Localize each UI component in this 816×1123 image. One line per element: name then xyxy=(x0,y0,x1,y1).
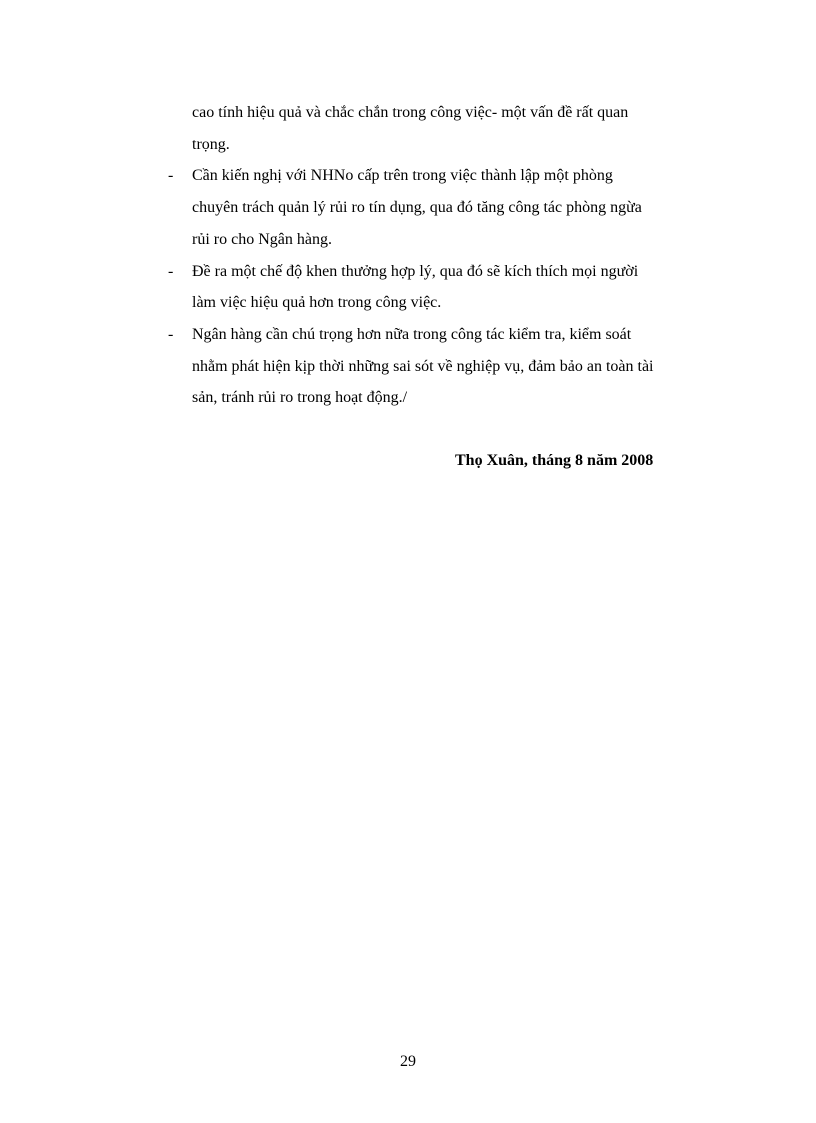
place-date-signature: Thọ Xuân, tháng 8 năm 2008 xyxy=(455,452,654,469)
text-line: chuyên trách quản lý rủi ro tín dụng, qua đó tăng công tác phòng ngừa xyxy=(192,199,642,217)
text-line: sản, tránh rủi ro trong hoạt động./ xyxy=(192,389,408,407)
page-number: 29 xyxy=(400,1053,416,1070)
text-line: trọng. xyxy=(192,135,230,153)
bullet-item xyxy=(168,256,712,319)
text-line: Ngân hàng cần chú trọng hơn nữa trong công tác kiểm tra, kiểm soát xyxy=(192,325,632,343)
text-line: Đề ra một chế độ khen thưởng hợp lý, qua đó sẽ kích thích mọi người xyxy=(192,262,639,280)
text-line: Cần kiến nghị với NHNo cấp trên trong việc thành lập một phòng xyxy=(192,167,613,185)
text-line: làm việc hiệu quả hơn trong công việc. xyxy=(192,294,442,312)
text-line: nhằm phát hiện kịp thời những sai sót về nghiệp vụ, đảm bảo an toàn tài xyxy=(192,357,654,375)
bullet-dash: - xyxy=(168,167,174,185)
body-text xyxy=(168,97,712,414)
bullet-dash: - xyxy=(168,262,174,280)
bullet-item xyxy=(168,319,712,414)
bullet-item xyxy=(168,160,712,255)
continuation-paragraph xyxy=(192,97,712,160)
bullet-dash: - xyxy=(168,325,174,343)
text-line: rủi ro cho Ngân hàng. xyxy=(192,230,332,248)
text-line: cao tính hiệu quả và chắc chắn trong công việc- một vấn đề rất quan xyxy=(192,104,629,121)
